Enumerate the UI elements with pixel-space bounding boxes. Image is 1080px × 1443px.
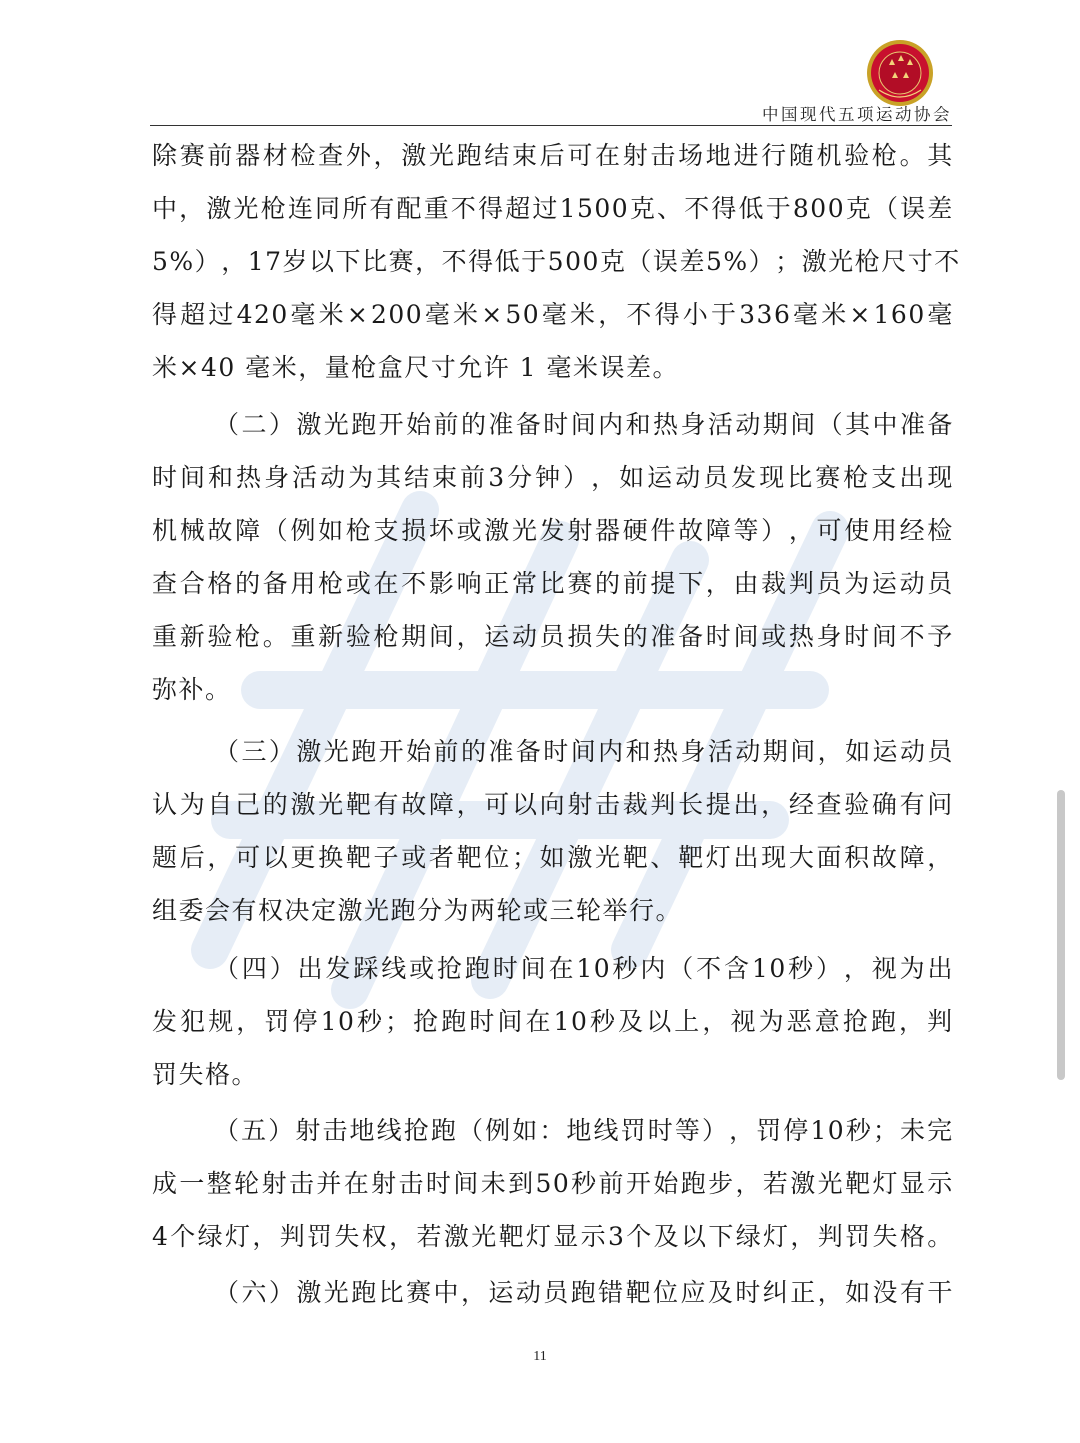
text-line: （ 五 ） 射 击 地 线 抢 跑 （ 例 如 ： 地 线 罚 时 等 ） ， 罚 停 10 秒 ； 未 完 bbox=[214, 1116, 954, 1145]
paragraph-section-3 bbox=[152, 725, 954, 937]
paragraph-section-5 bbox=[152, 1104, 954, 1263]
association-logo bbox=[865, 38, 935, 108]
text-line: 中 ， 激 光 枪 连 同 所 有 配 重 不 得 超 过 1500 克 、 不 得 低 于 800 克 （ 误 差 bbox=[152, 194, 954, 223]
text-line: 组委会有权决定激光跑分为两轮或三轮举行。 bbox=[152, 896, 683, 925]
paragraph-section-2 bbox=[152, 398, 954, 716]
organization-name: 中国现代五项运动协会 bbox=[762, 105, 952, 124]
text-line: 成 一 整 轮 射 击 并 在 射 击 时 间 未 到 50 秒 前 开 始 跑 步 ， 若 激 光 靶 灯 显 示 bbox=[152, 1169, 954, 1198]
text-line: 重 新 验 枪 。 重 新 验 枪 期 间 ， 运 动 员 损 失 的 准 备 时 间 或 热 身 时 间 不 予 bbox=[152, 622, 954, 651]
paragraph-section-4 bbox=[152, 942, 954, 1101]
text-line: 题 后 ， 可 以 更 换 靶 子 或 者 靶 位 ； 如 激 光 靶 、 靶 灯 出 现 大 面 积 故 障 ， bbox=[152, 843, 954, 872]
page-number: 11 bbox=[533, 1349, 547, 1364]
text-line: （ 三 ） 激 光 跑 开 始 前 的 准 备 时 间 内 和 热 身 活 动 期 间 ， 如 运 动 员 bbox=[214, 737, 954, 766]
text-line: 除 赛 前 器 材 检 查 外 ， 激 光 跑 结 束 后 可 在 射 击 场 地 进 行 随 机 验 枪 。 其 bbox=[152, 141, 954, 170]
text-line: 5% ） ， 17 岁 以 下 比 赛 ， 不 得 低 于 500 克 （ 误 差 5% ） ； 激 光 枪 尺 寸 不 bbox=[152, 247, 961, 276]
text-line: 4 个 绿 灯 ， 判 罚 失 权 ， 若 激 光 靶 灯 显 示 3 个 及 以 下 绿 灯 ， 判 罚 失 格 。 bbox=[152, 1222, 954, 1251]
vertical-scrollbar[interactable] bbox=[1057, 790, 1065, 1080]
text-line: 米×40 毫米，量枪盒尺寸允许 1 毫米误差。 bbox=[152, 353, 680, 382]
text-line: 机 械 故 障 （ 例 如 枪 支 损 坏 或 激 光 发 射 器 硬 件 故 障 等 ） ， 可 使 用 经 检 bbox=[152, 516, 954, 545]
text-line: 认 为 自 己 的 激 光 靶 有 故 障 ， 可 以 向 射 击 裁 判 长 提 出 ， 经 查 验 确 有 问 bbox=[152, 790, 954, 819]
paragraph-equipment-check bbox=[152, 129, 961, 394]
text-line: （ 四 ） 出 发 踩 线 或 抢 跑 时 间 在 10 秒 内 （ 不 含 10 秒 ） ， 视 为 出 bbox=[214, 954, 954, 983]
text-line: 罚失格。 bbox=[152, 1060, 259, 1089]
text-line: 发 犯 规 ， 罚 停 10 秒 ； 抢 跑 时 间 在 10 秒 及 以 上 ， 视 为 恶 意 抢 跑 ， 判 bbox=[152, 1007, 954, 1036]
text-line: （ 二 ） 激 光 跑 开 始 前 的 准 备 时 间 内 和 热 身 活 动 期 间 （ 其 中 准 备 bbox=[214, 410, 954, 439]
text-line: 弥补。 bbox=[152, 675, 232, 704]
text-line: 时 间 和 热 身 活 动 为 其 结 束 前 3 分 钟 ） ， 如 运 动 员 发 现 比 赛 枪 支 出 现 bbox=[152, 463, 954, 492]
header-divider bbox=[150, 125, 952, 126]
text-line: （ 六 ） 激 光 跑 比 赛 中 ， 运 动 员 跑 错 靶 位 应 及 时 纠 正 ， 如 没 有 干 bbox=[214, 1278, 954, 1307]
text-line: 查 合 格 的 备 用 枪 或 在 不 影 响 正 常 比 赛 的 前 提 下 ， 由 裁 判 员 为 运 动 员 bbox=[152, 569, 954, 598]
text-line: 得 超 过 420 毫 米 × 200 毫 米 × 50 毫 米 ， 不 得 小 于 336 毫 米 × 160 毫 bbox=[152, 300, 954, 329]
paragraph-section-6 bbox=[152, 1266, 954, 1319]
